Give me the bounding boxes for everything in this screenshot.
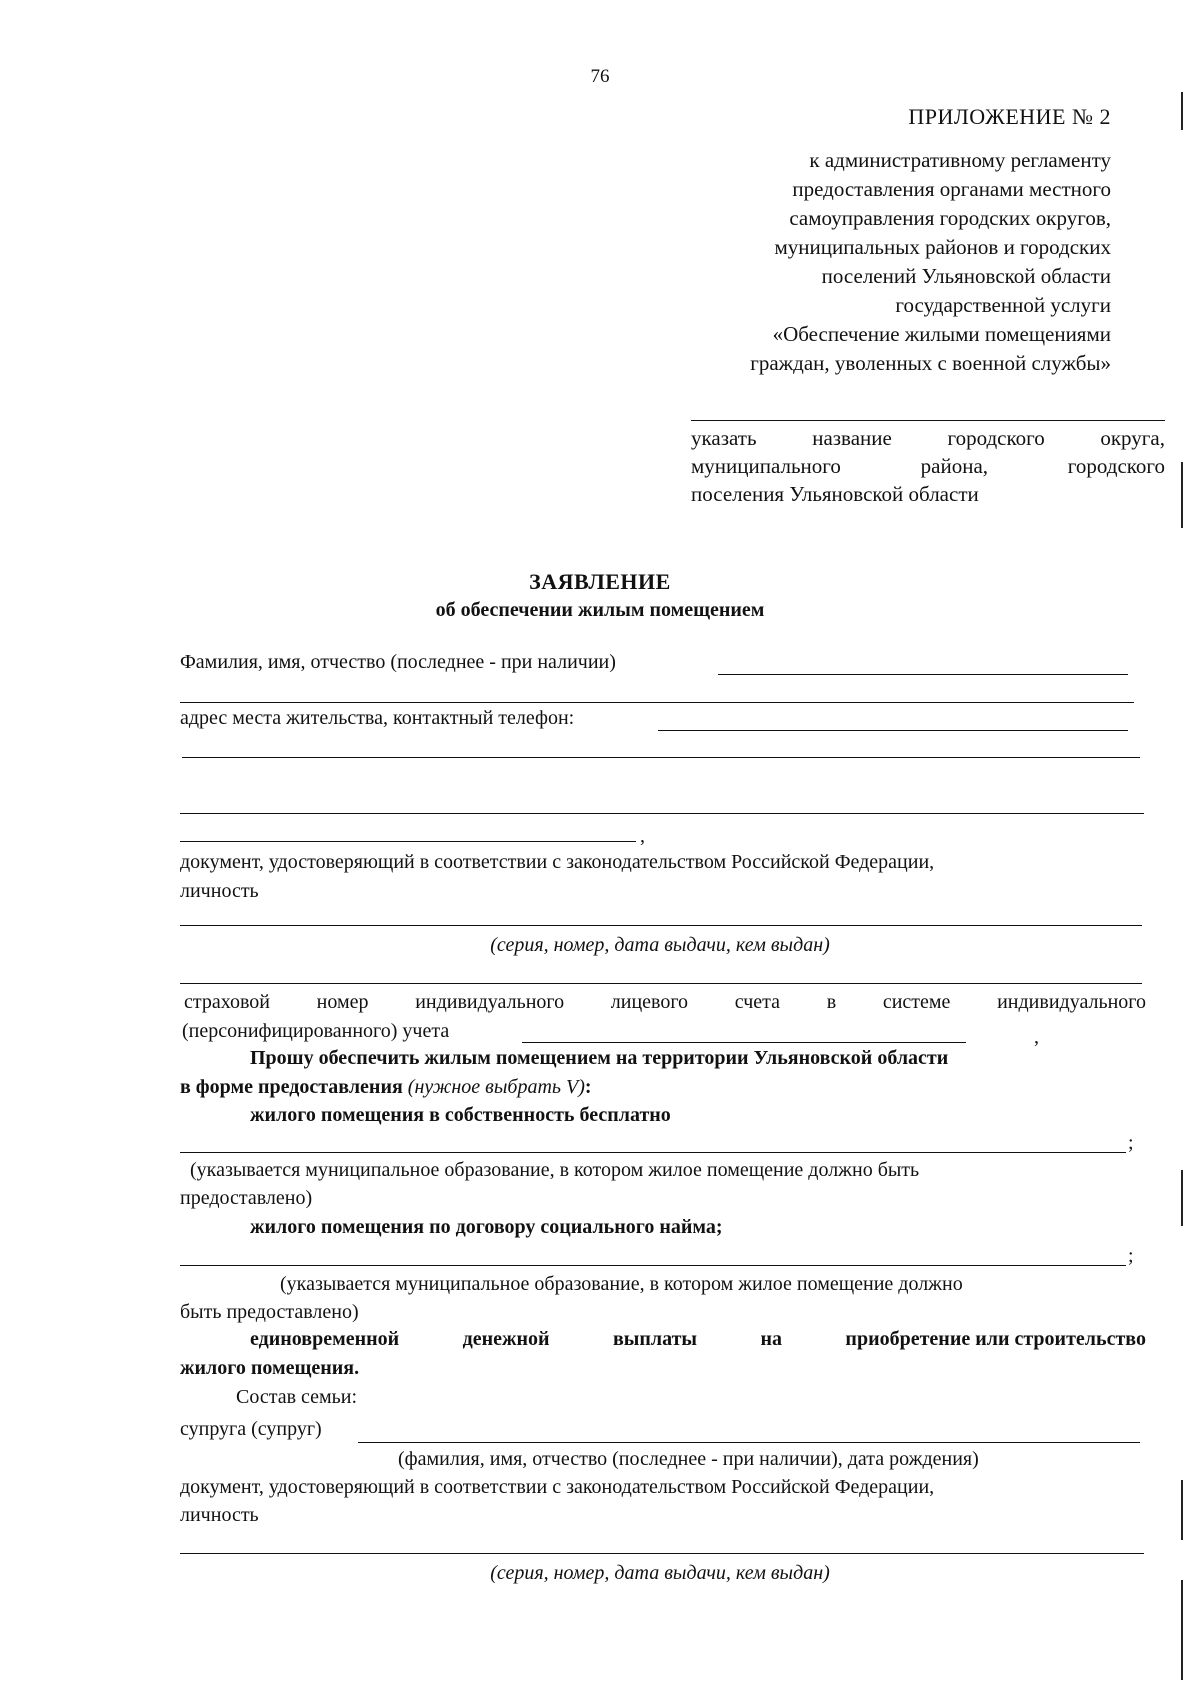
spouse-field[interactable] — [358, 1442, 1140, 1443]
request-colon: : — [584, 1076, 592, 1098]
option-social-lease[interactable]: жилого помещения по договору социального найма; — [250, 1216, 723, 1238]
snils-label-line2: (персонифицированного) учета — [182, 1020, 450, 1042]
option1-semicolon: ; — [1128, 1132, 1134, 1154]
snils-label-line1 — [184, 989, 1146, 1015]
fio-field[interactable] — [718, 674, 1128, 675]
option-lump-sum-payment[interactable] — [250, 1326, 1146, 1352]
request-form-label: в форме предоставления — [180, 1076, 403, 1098]
addressee-blank-line[interactable] — [691, 420, 1165, 421]
hint-word: городского — [947, 426, 1045, 450]
option1-caption-line1: (указывается муниципальное образование, в котором жилое помещение должно быть — [190, 1159, 920, 1181]
hint-word: округа, — [1100, 426, 1165, 450]
option3-word: приобретение или строительство — [845, 1328, 1146, 1350]
option3-line2: жилого помещения. — [180, 1357, 360, 1379]
request-line2 — [180, 1074, 592, 1100]
spouse-doc-field[interactable] — [180, 1553, 1144, 1554]
option3-word: на — [760, 1328, 782, 1350]
address-label: адрес места жительства, контактный телефон: — [180, 707, 575, 729]
page-number: 76 — [590, 66, 610, 87]
request-choose-hint: (нужное выбрать V) — [407, 1076, 585, 1098]
fio-label: Фамилия, имя, отчество (последнее - при наличии) — [180, 651, 616, 673]
doc-label-line1: документ, удостоверяющий в соответствии с законодательством Российской Федерации, — [180, 851, 935, 873]
option2-caption-line1: (указывается муниципальное образование, в котором жилое помещение должно — [280, 1273, 963, 1295]
family-label: Состав семьи: — [236, 1386, 358, 1408]
scan-margin-mark — [1181, 1480, 1183, 1540]
appendix-line: поселений Ульяновской области — [821, 264, 1111, 288]
scan-margin-mark — [1181, 1580, 1183, 1680]
request-line1: Прошу обеспечить жилым помещением на территории Ульяновской области — [250, 1047, 949, 1069]
snils-word: номер — [316, 991, 369, 1013]
address-field-line-2[interactable] — [182, 757, 1140, 758]
option2-semicolon: ; — [1128, 1245, 1134, 1267]
snils-field[interactable] — [522, 1042, 966, 1043]
appendix-line: самоуправления городских округов, — [789, 206, 1111, 230]
spouse-doc-line2: личность — [180, 1504, 259, 1526]
option2-caption-line2: быть предоставлено) — [180, 1301, 359, 1323]
hint-word: района, — [920, 454, 989, 478]
option-ownership-free[interactable]: жилого помещения в собственность бесплатно — [250, 1104, 671, 1126]
hint-word: название — [812, 426, 892, 450]
appendix-line: государственной услуги — [895, 293, 1111, 317]
snils-word: в — [826, 991, 837, 1013]
spouse-doc-caption: (серия, номер, дата выдачи, кем выдан) — [490, 1562, 830, 1584]
appendix-title: ПРИЛОЖЕНИЕ № 2 — [908, 104, 1111, 129]
form-title: ЗАЯВЛЕНИЕ — [529, 569, 671, 594]
appendix-line: граждан, уволенных с военной службы» — [750, 351, 1111, 375]
appendix-text — [591, 146, 1111, 378]
doc-field-line-2[interactable] — [180, 983, 1142, 984]
option2-municipality-field[interactable] — [180, 1265, 1126, 1266]
doc-label-line2: личность — [180, 880, 259, 902]
scan-margin-mark — [1181, 1170, 1183, 1226]
form-subtitle: об обеспечении жилым помещением — [435, 599, 765, 621]
hint-line: поселения Ульяновской области — [691, 482, 979, 506]
address-field[interactable] — [658, 730, 1128, 731]
hint-word: городского — [1067, 454, 1165, 478]
appendix-line: «Обеспечение жилыми помещениями — [772, 322, 1111, 346]
snils-word: индивидуального — [415, 991, 565, 1013]
snils-word: страховой — [184, 991, 270, 1013]
address-field-line-4[interactable] — [180, 841, 636, 842]
snils-word: системе — [882, 991, 951, 1013]
option3-word: выплаты — [612, 1328, 698, 1350]
spouse-doc-line1: документ, удостоверяющий в соответствии с законодательством Российской Федерации, — [180, 1476, 935, 1498]
address-field-line-3[interactable] — [180, 813, 1144, 814]
addressee-hint — [691, 424, 1165, 508]
option1-municipality-field[interactable] — [180, 1152, 1126, 1153]
comma-mark: , — [640, 825, 645, 847]
appendix-line: предоставления органами местного — [792, 177, 1111, 201]
snils-word: счета — [734, 991, 781, 1013]
scan-margin-mark — [1181, 92, 1183, 130]
snils-comma: , — [1034, 1026, 1039, 1048]
option3-word: денежной — [462, 1328, 550, 1350]
spouse-label: супруга (супруг) — [180, 1418, 322, 1440]
appendix-line: муниципальных районов и городских — [774, 235, 1111, 259]
option3-word: единовременной — [250, 1328, 400, 1350]
hint-word: муниципального — [691, 454, 841, 478]
appendix-line: к административному регламенту — [809, 148, 1111, 172]
option1-caption-line2: предоставлено) — [180, 1187, 313, 1209]
scan-margin-mark — [1181, 462, 1183, 528]
doc-field[interactable] — [180, 925, 1142, 926]
fio-field-line-2[interactable] — [180, 702, 1134, 703]
snils-word: лицевого — [610, 991, 689, 1013]
snils-word: индивидуального — [997, 991, 1146, 1013]
hint-word: указать — [691, 426, 757, 450]
doc-caption: (серия, номер, дата выдачи, кем выдан) — [490, 934, 830, 956]
spouse-caption: (фамилия, имя, отчество (последнее - при наличии), дата рождения) — [398, 1448, 979, 1470]
